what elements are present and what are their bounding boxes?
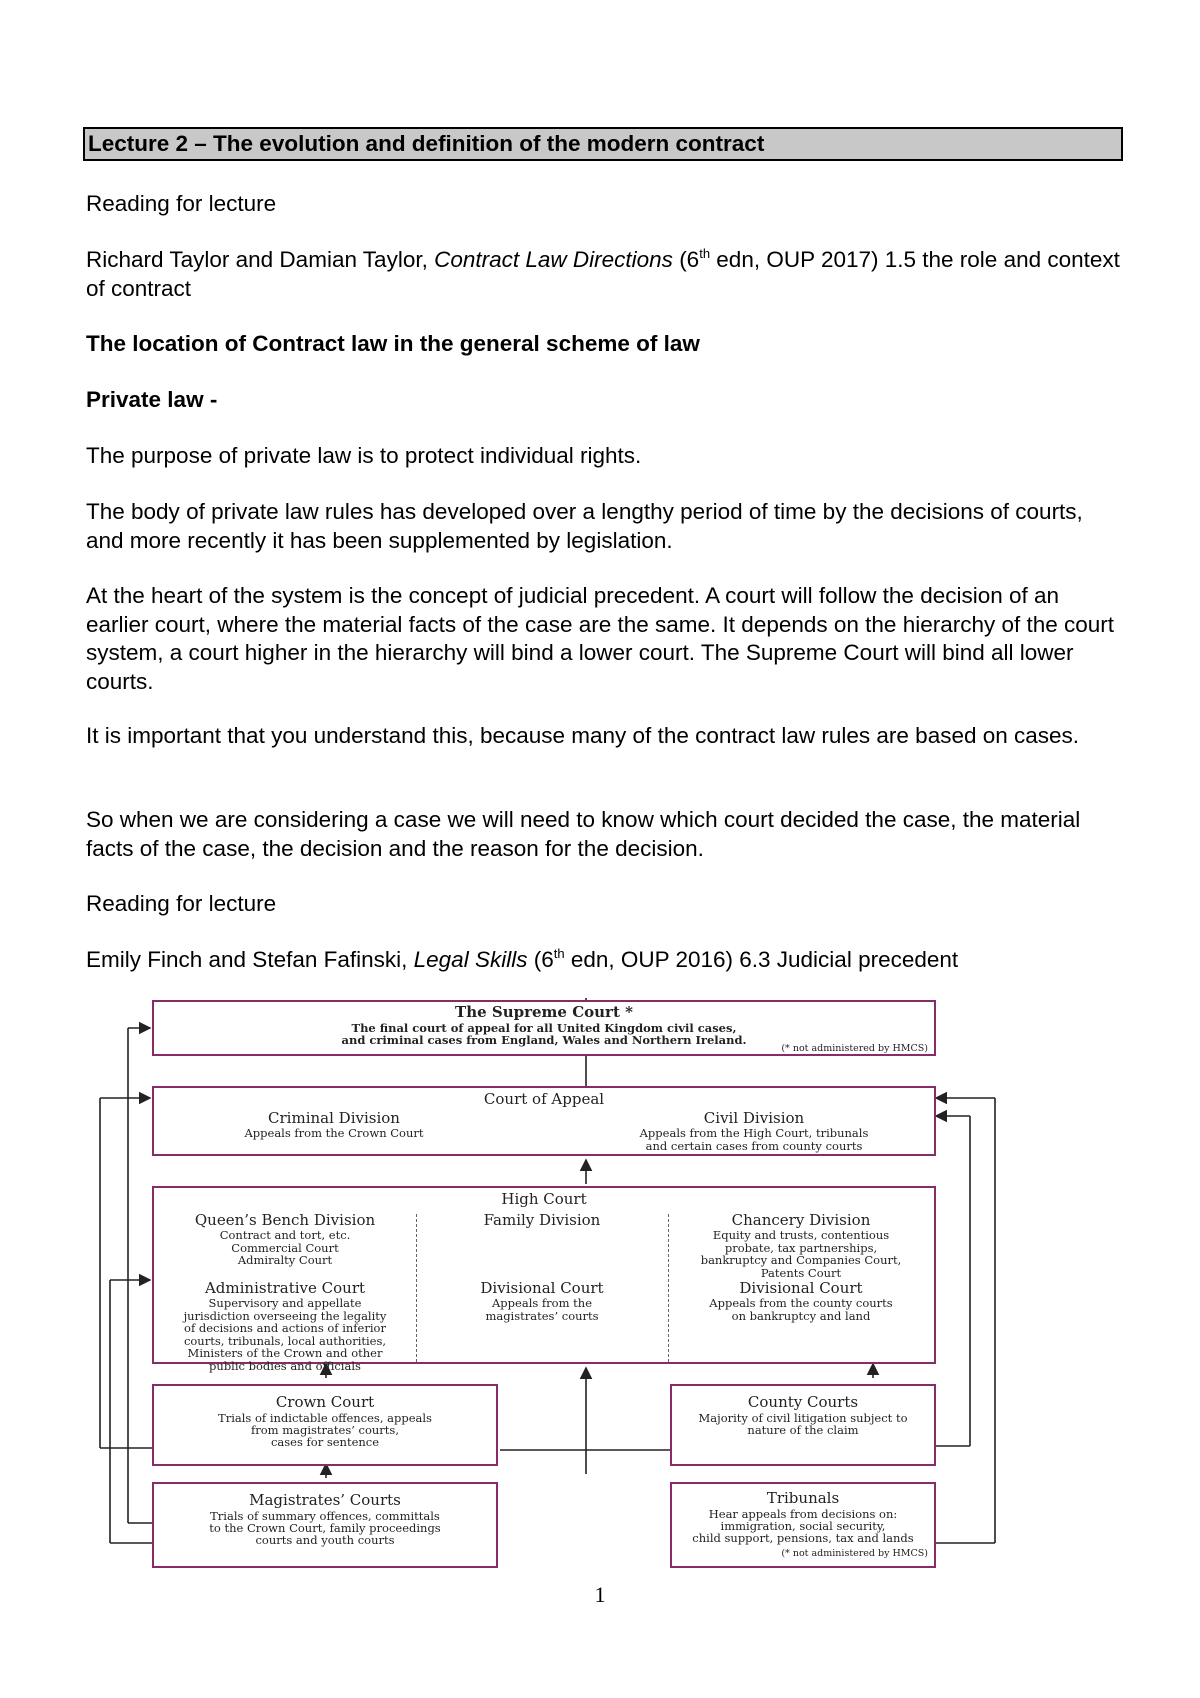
chancery-division-title: Chancery Division bbox=[731, 1211, 871, 1229]
administrative-court-line: Supervisory and appellate bbox=[208, 1296, 362, 1310]
citation-edition-sup: th bbox=[699, 245, 711, 261]
reading-citation bbox=[86, 946, 1126, 975]
crown-court-line: Trials of indictable offences, appeals bbox=[218, 1411, 432, 1425]
crown-court-title: Crown Court bbox=[275, 1393, 375, 1411]
chancery-division-line: bankruptcy and Companies Court, bbox=[700, 1253, 902, 1267]
citation-edition: (6 bbox=[527, 947, 554, 972]
administrative-court-line: public bodies and officials bbox=[209, 1358, 361, 1373]
magistrates-courts-line: courts and youth courts bbox=[255, 1533, 395, 1547]
citation-book: Legal Skills bbox=[413, 947, 528, 972]
paragraph: It is important that you understand this, because many of the contract law rules are based on cases. bbox=[86, 723, 1080, 748]
citation-rest: edn, OUP 2016) 6.3 Judicial precedent bbox=[564, 947, 959, 972]
tribunals-line: Hear appeals from decisions on: bbox=[708, 1507, 898, 1521]
administrative-court-line: of decisions and actions of inferior bbox=[184, 1321, 386, 1335]
county-courts-title: County Courts bbox=[747, 1393, 859, 1411]
administrative-court-line: Ministers of the Crown and other bbox=[187, 1346, 383, 1360]
county-courts-line: nature of the claim bbox=[747, 1423, 859, 1437]
lecture-title: Lecture 2 – The evolution and definition of the modern contract bbox=[88, 131, 765, 156]
family-division-title: Family Division bbox=[483, 1211, 601, 1229]
chancery-division bbox=[668, 1212, 934, 1279]
chancery-divisional-line: Appeals from the county courts bbox=[709, 1296, 893, 1310]
chancery-divisional-title: Divisional Court bbox=[739, 1279, 863, 1297]
supreme-court-box bbox=[152, 1000, 936, 1056]
family-division bbox=[416, 1212, 668, 1229]
civil-division-line: and certain cases from county courts bbox=[645, 1138, 863, 1153]
administrative-court bbox=[154, 1280, 416, 1372]
county-courts-box bbox=[670, 1384, 936, 1466]
tribunals-line: immigration, social security, bbox=[720, 1519, 886, 1533]
crown-court-line: from magistrates’ courts, bbox=[250, 1423, 399, 1437]
civil-division-title: Civil Division bbox=[703, 1109, 805, 1127]
section-heading: The location of Contract law in the general scheme of law bbox=[86, 331, 700, 356]
paragraph: The body of private law rules has developed over a lengthy period of time by the decisions of courts, and more recently it has been supplemented by legislation. bbox=[86, 499, 1083, 553]
family-divisional-line: magistrates’ courts bbox=[485, 1308, 599, 1323]
tribunals-box bbox=[670, 1482, 936, 1568]
reading-heading: Reading for lecture bbox=[86, 191, 277, 216]
supreme-court-note: (* not administered by HMCS) bbox=[781, 1043, 928, 1054]
magistrates-courts-line: to the Crown Court, family proceedings bbox=[209, 1521, 441, 1535]
citation-rest: edn, OUP 2017) 1.5 the role and context of contract bbox=[86, 247, 1120, 301]
civil-division bbox=[574, 1110, 934, 1152]
county-courts-line: Majority of civil litigation subject to bbox=[698, 1411, 908, 1425]
queens-bench-title: Queen’s Bench Division bbox=[194, 1211, 376, 1229]
crown-court-line: cases for sentence bbox=[270, 1435, 380, 1449]
chancery-divisional-line: on bankruptcy and land bbox=[731, 1308, 871, 1323]
chancery-division-line: Patents Court bbox=[760, 1265, 842, 1280]
citation-authors: Richard Taylor and Damian Taylor, bbox=[86, 247, 435, 272]
chancery-division-line: probate, tax partnerships, bbox=[724, 1240, 878, 1255]
family-divisional-title: Divisional Court bbox=[480, 1279, 604, 1297]
lecture-title-box bbox=[83, 127, 1123, 161]
tribunals-title: Tribunals bbox=[766, 1489, 840, 1507]
queens-bench-division bbox=[154, 1212, 416, 1267]
citation-edition: (6 bbox=[672, 247, 700, 272]
criminal-division-text: Appeals from the Crown Court bbox=[244, 1126, 424, 1140]
private-law-heading: Private law - bbox=[86, 387, 218, 412]
queens-bench-line: Admiralty Court bbox=[237, 1253, 333, 1267]
magistrates-courts-box bbox=[152, 1482, 498, 1568]
magistrates-courts-line: Trials of summary offences, committals bbox=[210, 1509, 440, 1523]
court-hierarchy-diagram bbox=[90, 998, 1050, 1578]
administrative-court-line: courts, tribunals, local authorities, bbox=[183, 1333, 387, 1348]
paragraph: So when we are considering a case we will need to know which court decided the case, the material facts of the case, the decision and the reason for the decision. bbox=[86, 807, 1081, 861]
chancery-division-line: Equity and trusts, contentious bbox=[712, 1228, 890, 1242]
court-of-appeal-title: Court of Appeal bbox=[483, 1090, 605, 1108]
queens-bench-line: Commercial Court bbox=[231, 1240, 339, 1255]
high-court-box bbox=[152, 1186, 936, 1373]
family-divisional-line: Appeals from the bbox=[492, 1296, 592, 1310]
high-court-title: High Court bbox=[501, 1190, 587, 1208]
paragraph: At the heart of the system is the concept of judicial precedent. A court will follow the decision of an earlier court, where the material facts of the case are the same. It depends on the hierarchy of the court system, a court higher in the hierarchy will bind a lower court. The Supreme Court will bind all lower courts. bbox=[86, 583, 1115, 694]
paragraph: The purpose of private law is to protect individual rights. bbox=[86, 443, 642, 468]
magistrates-courts-title: Magistrates’ Courts bbox=[249, 1491, 401, 1509]
court-of-appeal-box bbox=[152, 1086, 936, 1156]
supreme-court-line: and criminal cases from England, Wales and Northern Ireland. bbox=[341, 1033, 747, 1047]
reading-citation bbox=[86, 246, 1126, 303]
citation-authors: Emily Finch and Stefan Fafinski, bbox=[86, 947, 414, 972]
administrative-court-title: Administrative Court bbox=[204, 1279, 366, 1297]
queens-bench-line: Contract and tort, etc. bbox=[219, 1228, 351, 1242]
criminal-division bbox=[154, 1110, 514, 1140]
tribunals-note: (* not administered by HMCS) bbox=[781, 1548, 928, 1559]
civil-division-line: Appeals from the High Court, tribunals bbox=[639, 1126, 869, 1140]
citation-edition-sup: th bbox=[553, 945, 565, 961]
crown-court-box bbox=[152, 1384, 498, 1466]
page-number: 1 bbox=[594, 1582, 606, 1607]
tribunals-line: child support, pensions, tax and lands bbox=[692, 1531, 914, 1545]
administrative-court-line: jurisdiction overseeing the legality bbox=[183, 1308, 387, 1323]
criminal-division-title: Criminal Division bbox=[268, 1109, 400, 1127]
citation-book: Contract Law Directions bbox=[434, 247, 673, 272]
supreme-court-line: The final court of appeal for all United Kingdom civil cases, bbox=[351, 1021, 737, 1035]
family-divisional-court bbox=[416, 1280, 668, 1322]
supreme-court-title: The Supreme Court * bbox=[455, 1003, 633, 1021]
chancery-divisional-court bbox=[668, 1280, 934, 1322]
reading-heading: Reading for lecture bbox=[86, 891, 277, 916]
